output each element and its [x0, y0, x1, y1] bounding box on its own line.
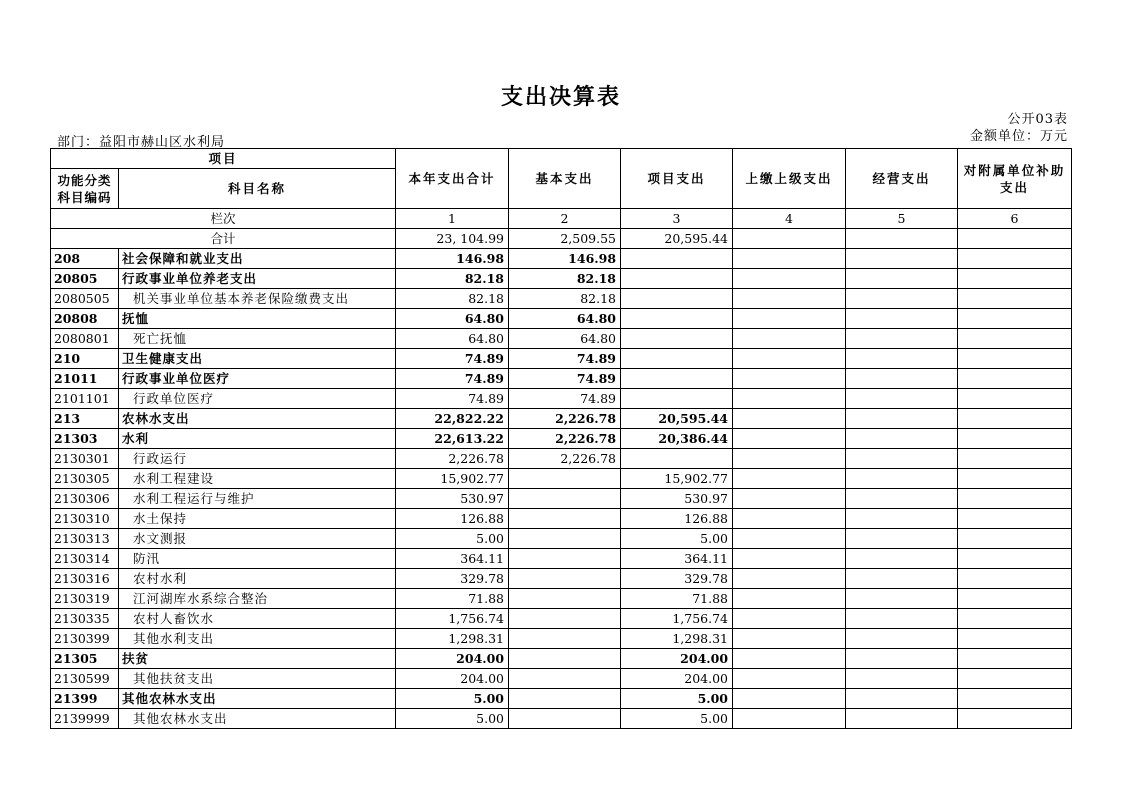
row-value-2: [509, 709, 621, 729]
col-index-2: 2: [509, 209, 621, 229]
table-row: [51, 629, 1072, 649]
row-value-6: [958, 409, 1072, 429]
row-value-4: [733, 629, 846, 649]
row-name: 农林水支出: [119, 409, 396, 429]
row-value-4: [733, 649, 846, 669]
row-value-5: [846, 629, 958, 649]
row-value-5: [846, 409, 958, 429]
row-value-4: [733, 669, 846, 689]
row-value-5: [846, 689, 958, 709]
row-value-2: 74.89: [509, 389, 621, 409]
row-code: 2139999: [51, 709, 119, 729]
row-value-6: [958, 309, 1072, 329]
row-value-6: [958, 649, 1072, 669]
row-value-5: [846, 529, 958, 549]
row-value-3: 5.00: [621, 709, 733, 729]
header-col-6: 对附属单位补助 支出: [958, 149, 1072, 209]
row-value-3: [621, 309, 733, 329]
table-row: [51, 349, 1072, 369]
row-value-5: [846, 569, 958, 589]
row-code: 20805: [51, 269, 119, 289]
row-value-3: [621, 389, 733, 409]
row-code: 21399: [51, 689, 119, 709]
row-value-2: [509, 589, 621, 609]
row-name: 农村水利: [119, 569, 396, 589]
row-value-6: [958, 449, 1072, 469]
row-value-3: 5.00: [621, 529, 733, 549]
row-value-6: [958, 369, 1072, 389]
row-value-4: [733, 449, 846, 469]
row-value-3: 126.88: [621, 509, 733, 529]
row-value-6: [958, 509, 1072, 529]
row-value-4: [733, 529, 846, 549]
row-value-2: [509, 609, 621, 629]
row-value-1: 22,613.22: [396, 429, 509, 449]
row-value-3: 20,386.44: [621, 429, 733, 449]
row-name: 死亡抚恤: [119, 329, 396, 349]
row-value-4: [733, 329, 846, 349]
col-index-6: 6: [958, 209, 1072, 229]
table-row: [51, 449, 1072, 469]
row-value-4: [733, 309, 846, 329]
row-value-6: [958, 709, 1072, 729]
header-col-5: 经营支出: [846, 149, 958, 209]
row-value-6: [958, 669, 1072, 689]
row-value-2: 64.80: [509, 329, 621, 349]
row-name: 其他农林水支出: [119, 709, 396, 729]
row-value-1: 1,756.74: [396, 609, 509, 629]
row-value-1: 5.00: [396, 529, 509, 549]
row-value-1: 329.78: [396, 569, 509, 589]
header-name: 科目名称: [119, 169, 396, 209]
row-value-2: 2,226.78: [509, 409, 621, 429]
row-value-6: [958, 629, 1072, 649]
row-value-1: 74.89: [396, 389, 509, 409]
row-value-5: [846, 509, 958, 529]
row-value-5: [846, 449, 958, 469]
row-value-4: [733, 569, 846, 589]
total-value-5: [846, 229, 958, 249]
row-name: 防汛: [119, 549, 396, 569]
row-value-3: 5.00: [621, 689, 733, 709]
row-value-6: [958, 289, 1072, 309]
row-value-2: 146.98: [509, 249, 621, 269]
row-value-4: [733, 249, 846, 269]
row-value-3: [621, 369, 733, 389]
row-code: 2130335: [51, 609, 119, 629]
row-value-1: 204.00: [396, 669, 509, 689]
row-value-2: [509, 509, 621, 529]
table-row: [51, 469, 1072, 489]
total-label: 合计: [51, 229, 396, 249]
row-code: 2101101: [51, 389, 119, 409]
total-value-4: [733, 229, 846, 249]
row-value-6: [958, 469, 1072, 489]
header-col-3: 项目支出: [621, 149, 733, 209]
row-code: 210: [51, 349, 119, 369]
row-value-3: 71.88: [621, 589, 733, 609]
row-name: 江河湖库水系综合整治: [119, 589, 396, 609]
row-value-5: [846, 549, 958, 569]
col-index-3: 3: [621, 209, 733, 229]
row-value-5: [846, 609, 958, 629]
row-value-2: 74.89: [509, 369, 621, 389]
row-name: 社会保障和就业支出: [119, 249, 396, 269]
row-value-3: [621, 329, 733, 349]
table-row: [51, 309, 1072, 329]
row-code: 213: [51, 409, 119, 429]
row-value-6: [958, 329, 1072, 349]
row-value-1: 74.89: [396, 349, 509, 369]
row-value-1: 5.00: [396, 709, 509, 729]
row-value-3: [621, 269, 733, 289]
table-row: [51, 409, 1072, 429]
row-value-2: 2,226.78: [509, 449, 621, 469]
row-name: 其他扶贫支出: [119, 669, 396, 689]
row-value-2: [509, 469, 621, 489]
row-code: 2130306: [51, 489, 119, 509]
row-code: 2130316: [51, 569, 119, 589]
row-value-4: [733, 509, 846, 529]
row-value-3: 1,298.31: [621, 629, 733, 649]
row-value-1: 22,822.22: [396, 409, 509, 429]
row-code: 20808: [51, 309, 119, 329]
row-value-6: [958, 269, 1072, 289]
table-row: [51, 429, 1072, 449]
col-index-5: 5: [846, 209, 958, 229]
row-value-5: [846, 589, 958, 609]
row-value-6: [958, 609, 1072, 629]
row-value-3: 20,595.44: [621, 409, 733, 429]
table-row: [51, 329, 1072, 349]
table-row: [51, 609, 1072, 629]
row-value-5: [846, 349, 958, 369]
row-value-5: [846, 429, 958, 449]
row-value-5: [846, 289, 958, 309]
header-col-2: 基本支出: [509, 149, 621, 209]
row-value-3: 364.11: [621, 549, 733, 569]
table-row: [51, 389, 1072, 409]
row-value-4: [733, 409, 846, 429]
row-value-1: 126.88: [396, 509, 509, 529]
row-value-1: 530.97: [396, 489, 509, 509]
header-col-1: 本年支出合计: [396, 149, 509, 209]
total-value-1: 23, 104.99: [396, 229, 509, 249]
row-value-6: [958, 589, 1072, 609]
row-code: 21305: [51, 649, 119, 669]
row-value-6: [958, 689, 1072, 709]
row-value-6: [958, 389, 1072, 409]
row-value-5: [846, 709, 958, 729]
row-value-1: 64.80: [396, 329, 509, 349]
table-row: [51, 689, 1072, 709]
row-value-5: [846, 489, 958, 509]
row-value-2: [509, 649, 621, 669]
row-value-5: [846, 669, 958, 689]
department-label: 部门：益阳市赫山区水利局: [57, 135, 226, 150]
row-value-3: 329.78: [621, 569, 733, 589]
table-row: [51, 509, 1072, 529]
row-value-2: 82.18: [509, 269, 621, 289]
row-value-1: 146.98: [396, 249, 509, 269]
table-row: [51, 549, 1072, 569]
row-name: 其他水利支出: [119, 629, 396, 649]
total-value-2: 2,509.55: [509, 229, 621, 249]
row-value-3: [621, 289, 733, 309]
row-value-3: 1,756.74: [621, 609, 733, 629]
row-name: 水利: [119, 429, 396, 449]
col-index-label: 栏次: [51, 209, 396, 229]
row-value-4: [733, 489, 846, 509]
row-code: 2130305: [51, 469, 119, 489]
table-row: [51, 249, 1072, 269]
row-value-1: 204.00: [396, 649, 509, 669]
form-number: 公开03表: [1007, 112, 1068, 127]
row-code: 208: [51, 249, 119, 269]
row-code: 21011: [51, 369, 119, 389]
row-value-2: [509, 549, 621, 569]
row-code: 2130399: [51, 629, 119, 649]
row-name: 机关事业单位基本养老保险缴费支出: [119, 289, 396, 309]
row-value-2: 82.18: [509, 289, 621, 309]
row-value-4: [733, 389, 846, 409]
row-name: 水利工程运行与维护: [119, 489, 396, 509]
header-col-4: 上缴上级支出: [733, 149, 846, 209]
row-value-6: [958, 549, 1072, 569]
row-value-3: 530.97: [621, 489, 733, 509]
header-item: 项目: [51, 149, 396, 169]
row-value-1: 82.18: [396, 269, 509, 289]
row-value-2: [509, 529, 621, 549]
row-value-4: [733, 689, 846, 709]
row-value-4: [733, 589, 846, 609]
table-row: [51, 489, 1072, 509]
expenditure-table: [50, 148, 1072, 729]
row-value-4: [733, 289, 846, 309]
table-row: [51, 649, 1072, 669]
row-value-6: [958, 529, 1072, 549]
row-value-6: [958, 349, 1072, 369]
row-value-5: [846, 249, 958, 269]
row-value-1: 1,298.31: [396, 629, 509, 649]
col-index-4: 4: [733, 209, 846, 229]
table-row: [51, 669, 1072, 689]
row-name: 行政事业单位养老支出: [119, 269, 396, 289]
row-name: 其他农林水支出: [119, 689, 396, 709]
row-name: 行政运行: [119, 449, 396, 469]
row-code: 2080801: [51, 329, 119, 349]
row-value-6: [958, 489, 1072, 509]
table-row: [51, 589, 1072, 609]
row-value-5: [846, 389, 958, 409]
row-value-6: [958, 569, 1072, 589]
row-value-2: [509, 669, 621, 689]
row-value-3: 15,902.77: [621, 469, 733, 489]
row-value-4: [733, 369, 846, 389]
row-name: 卫生健康支出: [119, 349, 396, 369]
row-value-4: [733, 429, 846, 449]
row-value-2: [509, 689, 621, 709]
row-code: 2130310: [51, 509, 119, 529]
row-code: 2130599: [51, 669, 119, 689]
amount-unit: 金额单位：万元: [969, 129, 1068, 144]
row-code: 2130301: [51, 449, 119, 469]
table-row: [51, 569, 1072, 589]
row-value-2: 64.80: [509, 309, 621, 329]
page-title: 支出决算表: [500, 85, 621, 110]
row-value-3: [621, 249, 733, 269]
row-code: 2130313: [51, 529, 119, 549]
row-name: 农村人畜饮水: [119, 609, 396, 629]
row-value-5: [846, 649, 958, 669]
row-value-1: 2,226.78: [396, 449, 509, 469]
row-name: 水土保持: [119, 509, 396, 529]
row-value-4: [733, 269, 846, 289]
row-name: 行政单位医疗: [119, 389, 396, 409]
row-value-6: [958, 249, 1072, 269]
row-code: 21303: [51, 429, 119, 449]
row-value-3: [621, 349, 733, 369]
row-code: 2130314: [51, 549, 119, 569]
row-name: 抚恤: [119, 309, 396, 329]
row-name: 行政事业单位医疗: [119, 369, 396, 389]
table-row: [51, 269, 1072, 289]
row-value-2: 2,226.78: [509, 429, 621, 449]
row-value-4: [733, 549, 846, 569]
table-row: [51, 529, 1072, 549]
row-value-4: [733, 469, 846, 489]
row-value-1: 64.80: [396, 309, 509, 329]
row-value-5: [846, 329, 958, 349]
row-value-4: [733, 609, 846, 629]
table-row: [51, 369, 1072, 389]
row-value-1: 5.00: [396, 689, 509, 709]
row-name: 水文测报: [119, 529, 396, 549]
row-value-6: [958, 429, 1072, 449]
row-value-4: [733, 349, 846, 369]
row-code: 2080505: [51, 289, 119, 309]
row-name: 扶贫: [119, 649, 396, 669]
total-value-3: 20,595.44: [621, 229, 733, 249]
row-value-1: 74.89: [396, 369, 509, 389]
row-value-3: 204.00: [621, 649, 733, 669]
row-value-5: [846, 309, 958, 329]
row-value-2: 74.89: [509, 349, 621, 369]
row-value-1: 364.11: [396, 549, 509, 569]
row-value-5: [846, 469, 958, 489]
row-value-1: 15,902.77: [396, 469, 509, 489]
col-index-1: 1: [396, 209, 509, 229]
row-value-2: [509, 489, 621, 509]
row-value-2: [509, 629, 621, 649]
table-row: [51, 709, 1072, 729]
row-value-3: [621, 449, 733, 469]
row-value-4: [733, 709, 846, 729]
row-value-1: 82.18: [396, 289, 509, 309]
total-value-6: [958, 229, 1072, 249]
row-code: 2130319: [51, 589, 119, 609]
table-row: [51, 289, 1072, 309]
row-name: 水利工程建设: [119, 469, 396, 489]
header-code: 功能分类 科目编码: [51, 169, 119, 209]
row-value-2: [509, 569, 621, 589]
row-value-3: 204.00: [621, 669, 733, 689]
row-value-5: [846, 369, 958, 389]
row-value-5: [846, 269, 958, 289]
row-value-1: 71.88: [396, 589, 509, 609]
